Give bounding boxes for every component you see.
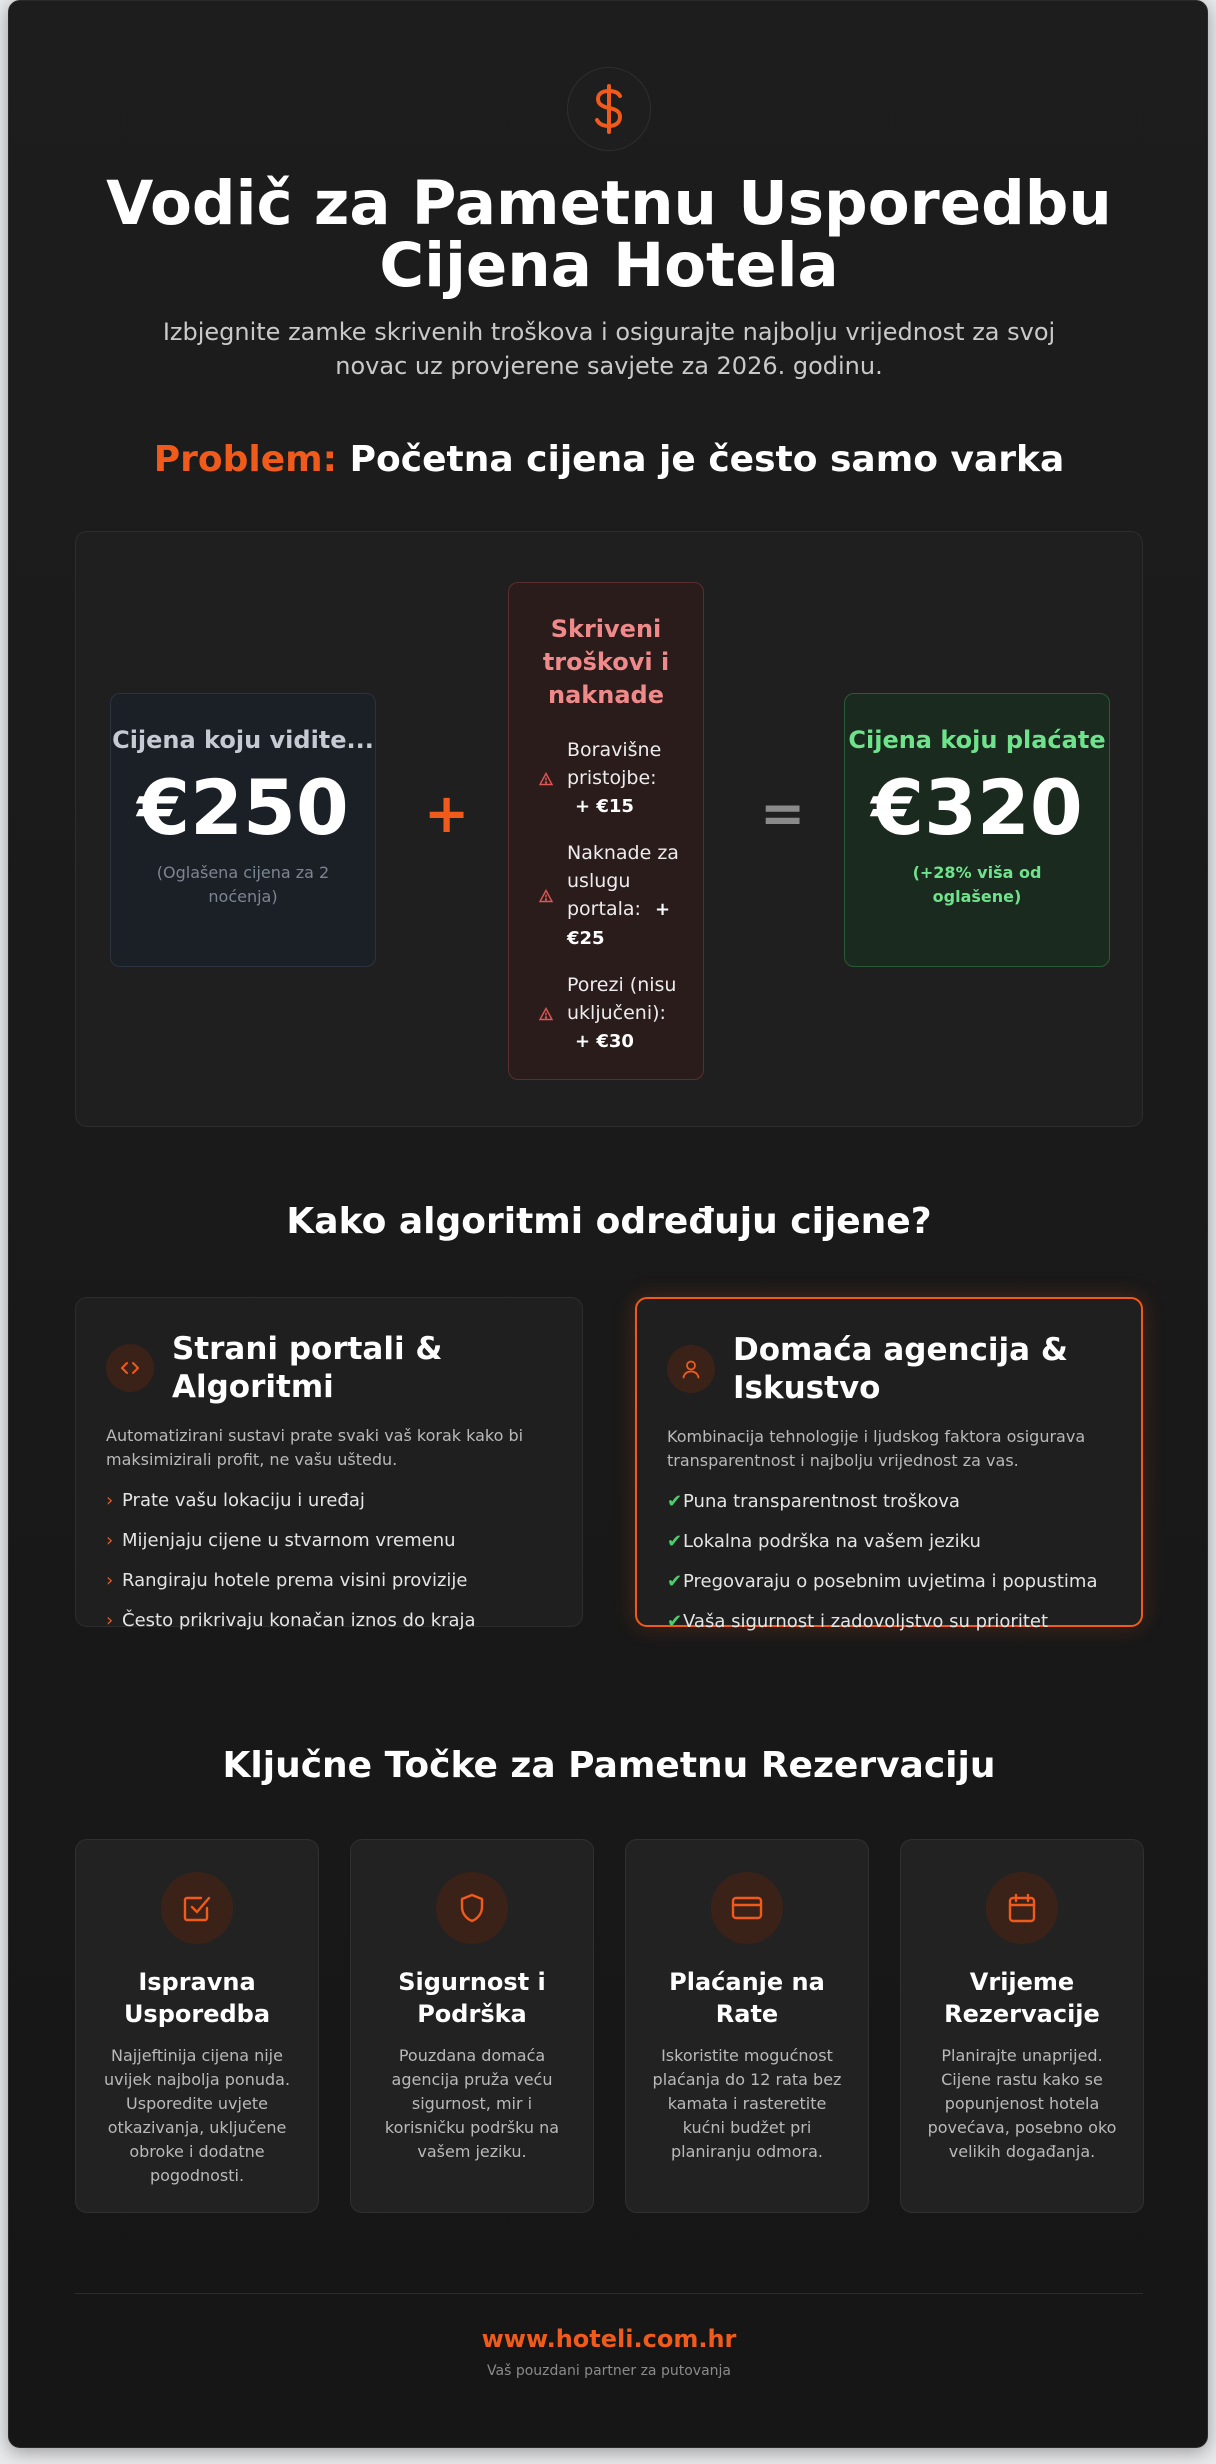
plus-sign: + [424, 782, 470, 845]
footer-tagline: Vaš pouzdani partner za putovanja [487, 2363, 731, 2379]
key-point-desc: Najjeftinija cijena nije uvijek najbolja ponuda. Usporedite uvjete otkazivanja, uključene obroke i dodatne pogodnosti. [103, 2046, 291, 2185]
key-points-heading: Ključne Točke za Pametnu Rezervaciju [222, 1745, 996, 1786]
foreign-portals-list [106, 1490, 552, 1632]
hidden-costs-title: Skriveni troškovi i naknade [542, 615, 670, 709]
hidden-cost-amount: + €15 [575, 796, 634, 817]
foreign-portals-desc: Automatizirani sustavi prate svaki vaš korak kako bi maksimizirali profit, ne vašu uštedu. [106, 1426, 524, 1469]
page-subtitle: Izbjegnite zamke skrivenih troškova i osigurajte najbolju vrijednost za svoj novac uz provjerene savjete za 2026. godinu. [162, 318, 1056, 380]
hidden-cost-amount: + €30 [575, 1031, 634, 1052]
key-point-title: Ispravna Usporedba [123, 1968, 271, 2028]
check-icon: ✔ [667, 1611, 683, 1632]
check-icon: ✔ [667, 1571, 683, 1592]
final-price-amount: €320 [871, 763, 1083, 852]
key-point-desc: Planirajte unaprijed. Cijene rastu kako se popunjenost hotela povećava, posebno oko velikih događanja. [927, 2046, 1117, 2161]
local-agency-desc: Kombinacija tehnologije i ljudskog faktora osigurava transparentnost i najbolju vrijednost za vas. [667, 1427, 1086, 1470]
list-item: ✔ Puna transparentnost troškova [667, 1491, 960, 1512]
user-icon [667, 1345, 715, 1393]
warning-icon [539, 772, 555, 786]
list-item: › Rangiraju hotele prema visini provizije [106, 1570, 468, 1591]
page-title-line1: Vodič za Pametnu Usporedbu [106, 168, 1112, 239]
key-point-card [75, 1839, 319, 2213]
final-price-card [844, 693, 1110, 967]
hidden-cost-item [509, 736, 703, 821]
chevron-right-icon: › [106, 1610, 114, 1631]
problem-heading-text: Početna cijena je često samo varka [349, 439, 1065, 480]
calendar-icon [986, 1872, 1058, 1944]
list-item: › Prate vašu lokaciju i uređaj [106, 1490, 365, 1511]
list-item: ✔ Vaša sigurnost i zadovoljstvo su prioritet [667, 1611, 1049, 1632]
hidden-cost-item [509, 839, 703, 953]
list-item: ✔ Pregovaraju o posebnim uvjetima i popustima [667, 1571, 1098, 1592]
page-title [49, 168, 1169, 301]
advertised-price-label: Cijena koju vidite... [112, 726, 374, 754]
chevron-right-icon: › [106, 1570, 114, 1591]
hidden-cost-label: Porezi (nisu uključeni): [567, 974, 677, 1024]
warning-icon [539, 1007, 555, 1021]
hidden-cost-label: Boravišne pristojbe: [567, 739, 662, 789]
problem-heading-accent: Problem: [153, 439, 338, 480]
hidden-cost-label: Naknade za uslugu portala: [567, 842, 679, 920]
key-point-desc: Pouzdana domaća agencija pruža veću sigurnost, mir i korisničku podršku na vašem jeziku. [384, 2046, 560, 2161]
foreign-portals-card [75, 1297, 583, 1631]
key-point-card [900, 1839, 1144, 2213]
final-price-label: Cijena koju plaćate [848, 726, 1106, 754]
key-point-card [350, 1839, 594, 2213]
list-item: ✔ Lokalna podrška na vašem jeziku [667, 1531, 981, 1552]
check-icon: ✔ [667, 1491, 683, 1512]
local-agency-title: Domaća agencija & Iskustvo [733, 1332, 1068, 1406]
hidden-cost-item [509, 971, 703, 1056]
local-agency-list [667, 1491, 1111, 1633]
chevron-right-icon: › [106, 1490, 114, 1511]
chevron-right-icon: › [106, 1530, 114, 1551]
final-price-note: (+28% viša od oglašene) [912, 863, 1042, 906]
key-point-card [625, 1839, 869, 2213]
local-agency-card [635, 1297, 1143, 1632]
footer-link[interactable]: www.hoteli.com.hr [481, 2325, 737, 2353]
infographic-canvas [8, 0, 1208, 2448]
key-point-desc: Iskoristite mogućnost plaćanja do 12 rata bez kamata i rasteretite kućni budžet pri planiranju odmora. [652, 2046, 842, 2161]
problem-heading [9, 439, 1209, 480]
list-item: › Mijenjaju cijene u stvarnom vremenu [106, 1530, 456, 1551]
list-item: › Često prikrivaju konačan iznos do kraja [106, 1610, 476, 1631]
check-icon: ✔ [667, 1531, 683, 1552]
advertised-price-amount: €250 [137, 763, 349, 852]
hidden-costs-list [509, 736, 703, 1056]
footer-divider [75, 2293, 1143, 2294]
credit-card-icon [711, 1872, 783, 1944]
code-icon [106, 1344, 154, 1392]
warning-icon [539, 889, 555, 903]
equals-sign: = [760, 782, 806, 845]
advertised-price-note: (Oglašena cijena za 2 noćenja) [156, 863, 330, 906]
checkbox-icon [161, 1872, 233, 1944]
shield-icon [436, 1872, 508, 1944]
hidden-cost-amount: + €25 [567, 899, 671, 949]
problem-panel [75, 531, 1143, 1127]
algorithms-heading: Kako algoritmi određuju cijene? [286, 1201, 932, 1242]
dollar-icon [567, 67, 651, 151]
page-title-line2: Cijena Hotela [379, 230, 839, 301]
hidden-costs-card [508, 582, 704, 1080]
key-point-title: Plaćanje na Rate [669, 1968, 825, 2028]
key-point-title: Sigurnost i Podrška [398, 1968, 546, 2028]
foreign-portals-title: Strani portali & Algoritmi [172, 1331, 443, 1405]
key-point-title: Vrijeme Rezervacije [944, 1968, 1100, 2028]
advertised-price-card [110, 693, 376, 967]
